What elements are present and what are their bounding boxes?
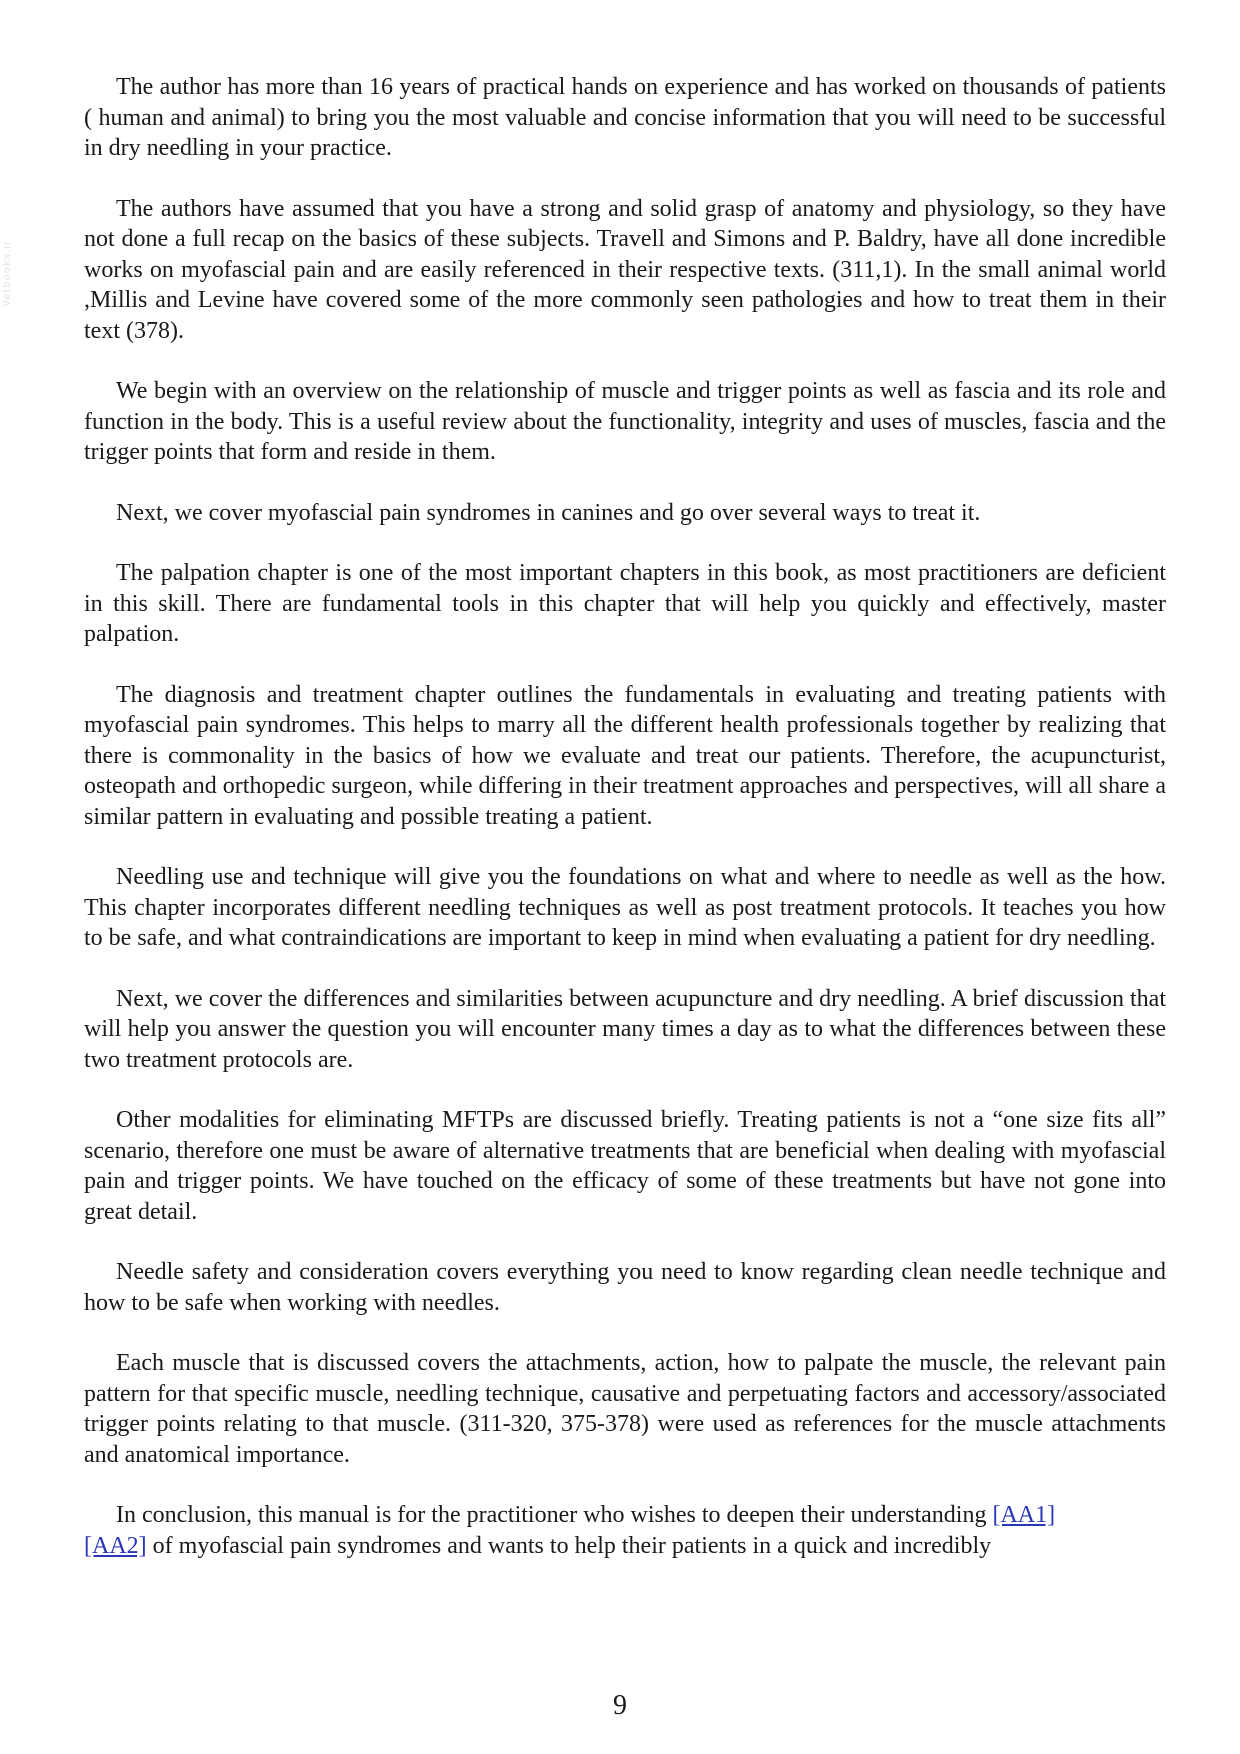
paragraph-muscle-coverage: Each muscle that is discussed covers the attachments, action, how to palpate the muscle, the relevant pain pattern for that specific muscle, needling technique, causative and perpetuating factors and accessory/associated trigger points relating to that muscle. (311-320, 375-378) were used as references for the muscle attachments and anatomical importance. [84, 1350, 1166, 1468]
page-number: 9 [613, 1690, 627, 1721]
conclusion-text-start: In conclusion, this manual is for the practitioner who wishes to deepen their understanding [116, 1502, 993, 1528]
paragraph-author-experience: The author has more than 16 years of practical hands on experience and has worked on thousands of patients ( human and animal) to bring you the most valuable and concise information that you will need to be successful in dry needling in your practice. [84, 74, 1166, 161]
paragraph-assumptions: The authors have assumed that you have a strong and solid grasp of anatomy and physiology, so they have not done a full recap on the basics of these subjects. Travell and Simons and P. Baldry, have all done incredible works on myofascial pain and are easily referenced in their respective texts. (311,1). In the small animal world ,Millis and Levine have covered some of the more commonly seen pathologies and how to treat them in their text (378). [84, 195, 1166, 344]
paragraph-canine-syndromes: Next, we cover myofascial pain syndromes in canines and go over several ways to treat it. [116, 499, 981, 526]
paragraph-overview: We begin with an overview on the relationship of muscle and trigger points as well as fascia and its role and function in the body. This is a useful review about the functionality, integrity and uses of muscles, fascia and the trigger points that form and reside in them. [84, 378, 1166, 465]
comment-link-aa1[interactable]: [AA1] [992, 1502, 1056, 1528]
comment-link-aa2[interactable]: [AA2] [84, 1532, 147, 1559]
watermark-text: Vetbooks.ir [2, 240, 13, 307]
paragraph-acupuncture-comparison: Next, we cover the differences and similarities between acupuncture and dry needling. A brief discussion that will help you answer the question you will encounter many times a day as to what the differences between these two treatment protocols are. [84, 985, 1166, 1073]
conclusion-text-end: of myofascial pain syndromes and wants to help their patients in a quick and incredibly [146, 1532, 992, 1559]
paragraph-needle-safety: Needle safety and consideration covers everything you need to know regarding clean needle technique and how to be safe when working with needles. [84, 1259, 1166, 1316]
paragraph-other-modalities: Other modalities for eliminating MFTPs are discussed briefly. Treating patients is not a “one size fits all” scenario, therefore one must be aware of alternative treatments that are beneficial when dealing with myofascial pain and trigger points. We have touched on the efficacy of some of these treatments but have not gone into great detail. [84, 1107, 1166, 1225]
paragraph-diagnosis-treatment: The diagnosis and treatment chapter outlines the fundamentals in evaluating and treating patients with myofascial pain syndromes. This helps to marry all the different health professionals together by realizing that there is commonality in the basics of how we evaluate and treat our patients. Therefore, the acupuncturist, osteopath and orthopedic surgeon, while differing in their treatment approaches and perspectives, will all share a similar pattern in evaluating and possible treating a patient. [84, 681, 1166, 830]
paragraph-conclusion [84, 1500, 1166, 1561]
paragraph-palpation: The palpation chapter is one of the most important chapters in this book, as most practitioners are deficient in this skill. There are fundamental tools in this chapter that will help you quickly and effectively, master palpation. [84, 560, 1166, 647]
paragraph-needling-technique: Needling use and technique will give you the foundations on what and where to needle as well as the how. This chapter incorporates different needling techniques as well as post treatment protocols. It teaches you how to be safe, and what contraindications are important to keep in mind when evaluating a patient for dry needling. [84, 864, 1166, 951]
page-body [84, 72, 1166, 1591]
